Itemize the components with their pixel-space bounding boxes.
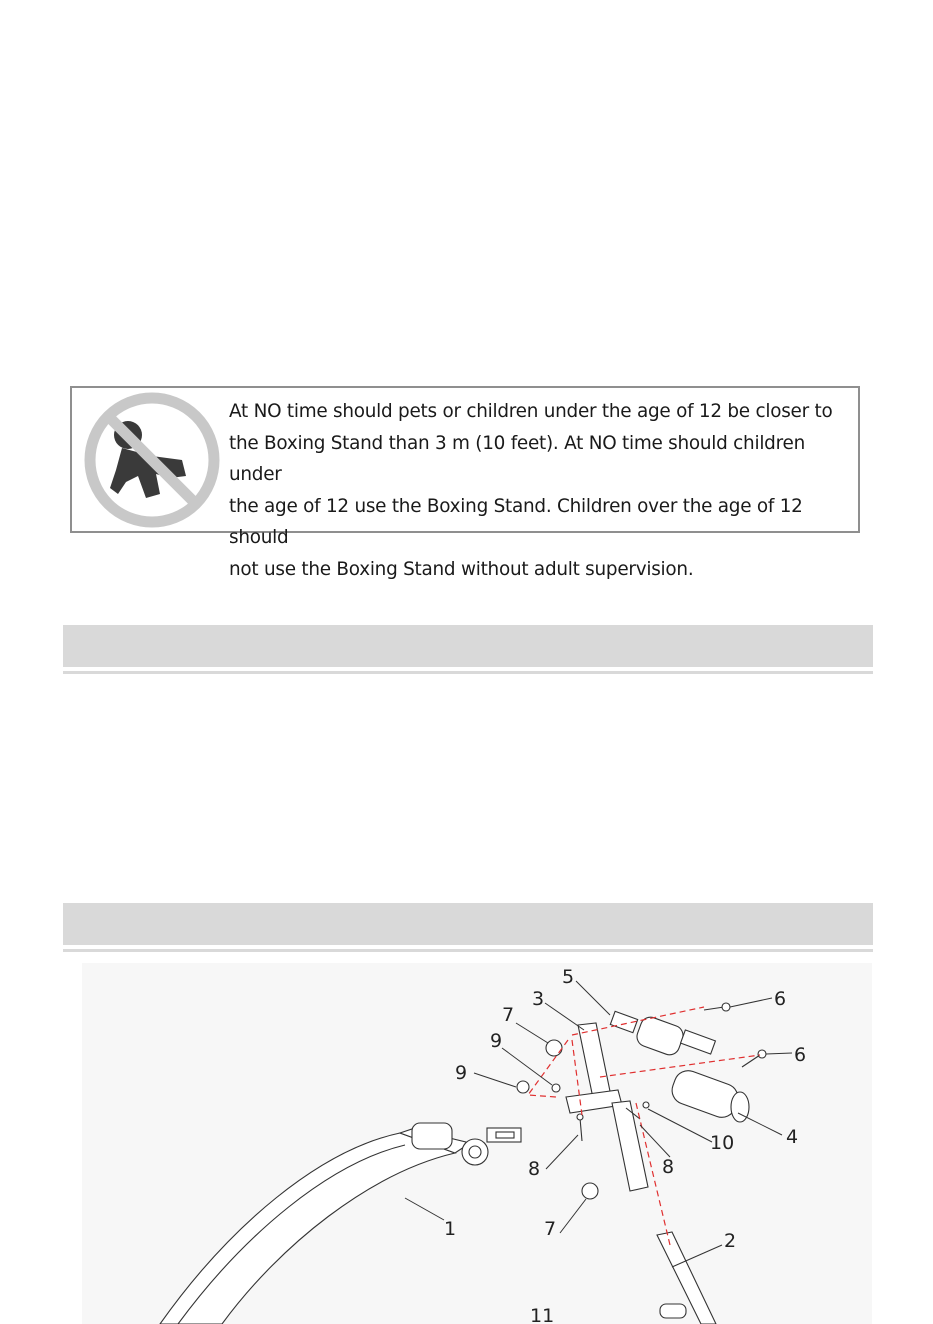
callout-5: 5 xyxy=(562,966,575,988)
section-divider xyxy=(63,671,873,674)
section-divider xyxy=(63,949,873,952)
warning-box xyxy=(70,386,860,580)
section-header-bar xyxy=(63,625,873,667)
callout-2: 2 xyxy=(724,1230,737,1252)
callout-1: 1 xyxy=(444,1218,457,1240)
section-header-bar xyxy=(63,903,873,945)
assembly-diagram xyxy=(0,955,933,1324)
callout-10: 10 xyxy=(710,1132,735,1154)
warning-line: not use the Boxing Stand without adult supervision. xyxy=(229,558,694,580)
callout-3: 3 xyxy=(532,988,545,1010)
callout-7: 7 xyxy=(502,1004,515,1026)
callout-8: 8 xyxy=(662,1156,675,1178)
callout-11: 11 xyxy=(530,1305,555,1324)
callout-4: 4 xyxy=(786,1126,799,1148)
callout-7: 7 xyxy=(544,1218,557,1240)
callout-6: 6 xyxy=(774,988,787,1010)
warning-text xyxy=(229,396,852,585)
callout-9: 9 xyxy=(455,1062,468,1084)
no-children-icon xyxy=(82,390,222,530)
warning-line: the Boxing Stand than 3 m (10 feet). At NO time should children under xyxy=(229,432,805,485)
warning-line: At NO time should pets or children under the age of 12 be closer to xyxy=(229,401,833,422)
callout-9: 9 xyxy=(490,1030,503,1052)
callout-6: 6 xyxy=(794,1044,807,1066)
callout-8: 8 xyxy=(528,1158,541,1180)
warning-line: the age of 12 use the Boxing Stand. Children over the age of 12 should xyxy=(229,495,803,548)
